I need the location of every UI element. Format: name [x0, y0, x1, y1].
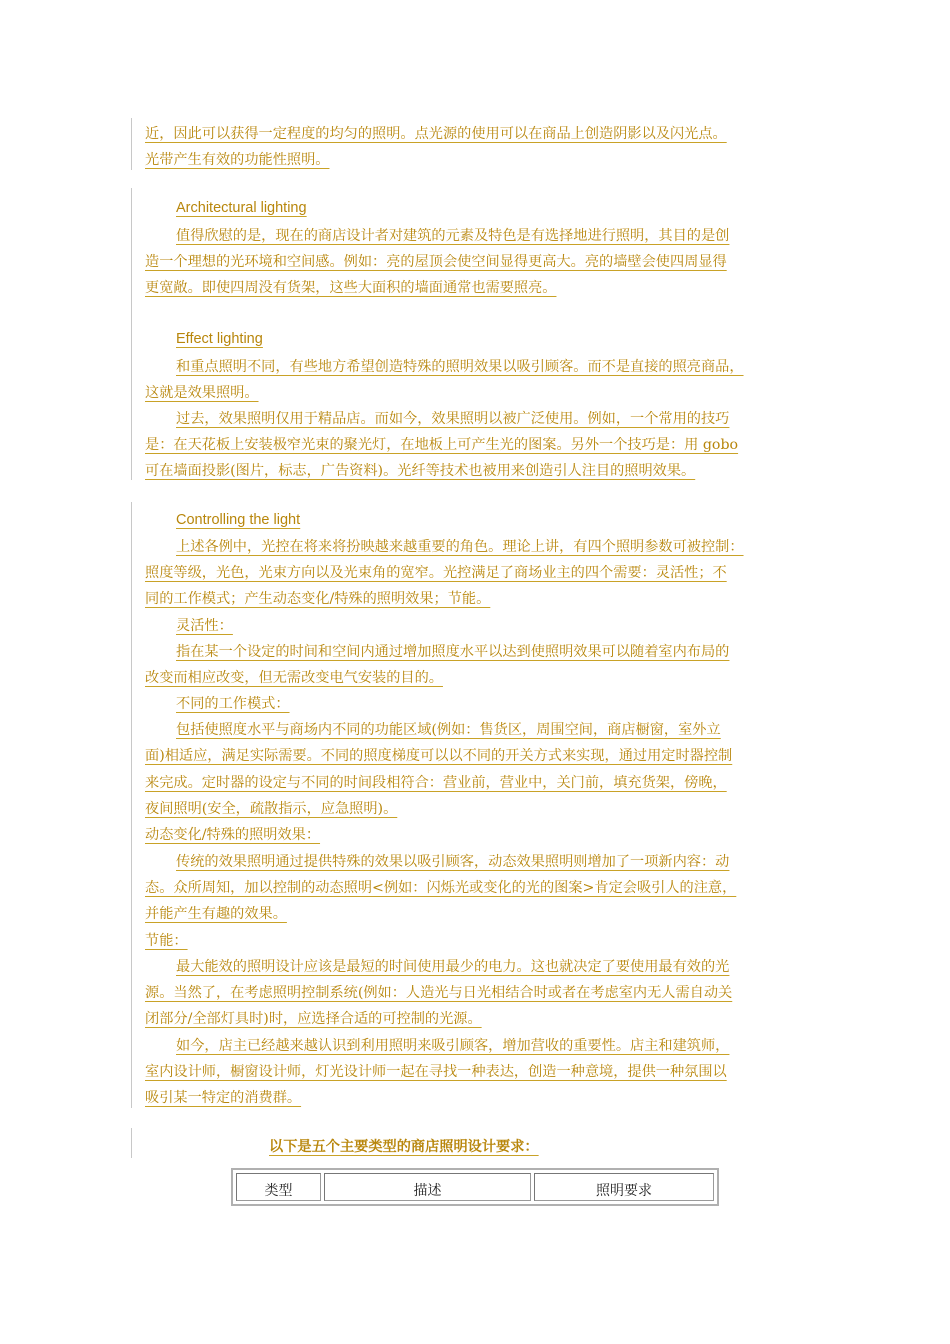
subheading-dynamic-effects: 动态变化/特殊的照明效果：: [145, 827, 321, 843]
table-header-description: 描述: [324, 1173, 531, 1201]
paragraph-line: 来完成。定时器的设定与不同的时间段相符合：营业前，营业中，关门前，填充货架，傍晚，: [145, 775, 727, 791]
paragraph-line: 可在墙面投影(图片，标志，广告资料)。光纤等技术也被用来创造引人注目的照明效果。: [145, 463, 696, 479]
paragraph-line: 包括使照度水平与商场内不同的功能区域(例如：售货区，周围空间，商店橱窗，室外立: [176, 722, 721, 738]
paragraph-line: 光带产生有效的功能性照明。: [145, 152, 330, 168]
paragraph-line: 如今，店主已经越来越认识到利用照明来吸引顾客，增加营收的重要性。店主和建筑师，: [176, 1038, 730, 1054]
paragraph-line: 更宽敞。即使四周没有货架，这些大面积的墙面通常也需要照亮。: [145, 280, 557, 296]
paragraph-line: 夜间照明(安全，疏散指示，应急照明)。: [145, 801, 398, 817]
paragraph-line: 值得欣慰的是，现在的商店设计者对建筑的元素及特色是有选择地进行照明，其目的是创: [176, 228, 730, 244]
paragraph-line: 传统的效果照明通过提供特殊的效果以吸引顾客，动态效果照明则增加了一项新内容：动: [176, 854, 730, 870]
paragraph-line: 态。众所周知，加以控制的动态照明<例如：闪烁光或变化的光的图案>肯定会吸引人的注意，: [145, 880, 737, 896]
paragraph-line: 闭部分/全部灯具时)时，应选择合适的可控制的光源。: [145, 1011, 482, 1027]
table-header-type: 类型: [236, 1173, 321, 1201]
heading-effect-lighting: Effect lighting: [176, 331, 263, 347]
section-rule: [131, 188, 132, 480]
paragraph-line: 改变而相应改变，但无需改变电气安装的目的。: [145, 670, 443, 686]
paragraph-line: 吸引某一特定的消费群。: [145, 1090, 302, 1106]
paragraph-line: 照度等级，光色，光束方向以及光束角的宽窄。光控满足了商场业主的四个需要：灵活性；不: [145, 565, 727, 581]
subheading-energy-saving: 节能：: [145, 933, 188, 949]
paragraph-line: 室内设计师，橱窗设计师，灯光设计师一起在寻找一种表达，创造一种意境，提供一种氛围以: [145, 1064, 727, 1080]
paragraph-line: 并能产生有趣的效果。: [145, 906, 287, 922]
lighting-requirements-table: [231, 1168, 719, 1206]
paragraph-line: 源。当然了，在考虑照明控制系统(例如：人造光与日光相结合时或者在考虑室内无人需自动关: [145, 985, 733, 1001]
paragraph-line: 过去，效果照明仅用于精品店。而如今，效果照明以被广泛使用。例如，一个常用的技巧: [176, 411, 730, 427]
table-header-lighting-requirement: 照明要求: [534, 1173, 714, 1201]
heading-five-store-types: 以下是五个主要类型的商店照明设计要求：: [269, 1139, 539, 1155]
heading-controlling-the-light: Controlling the light: [176, 512, 301, 528]
table-header-row: [236, 1173, 714, 1201]
section-rule: [131, 502, 132, 1108]
paragraph-line: 近，因此可以获得一定程度的均匀的照明。点光源的使用可以在商品上创造阴影以及闪光点。: [145, 126, 727, 142]
paragraph-line: 和重点照明不同，有些地方希望创造特殊的照明效果以吸引顾客。而不是直接的照亮商品，: [176, 359, 744, 375]
paragraph-line: 面)相适应，满足实际需要。不同的照度梯度可以以不同的开关方式来实现，通过用定时器控制: [145, 748, 733, 764]
heading-architectural-lighting: Architectural lighting: [176, 200, 307, 216]
subheading-work-modes: 不同的工作模式：: [176, 696, 290, 712]
paragraph-line: 造一个理想的光环境和空间感。例如：亮的屋顶会使空间显得更高大。亮的墙壁会使四周显得: [145, 254, 727, 270]
paragraph-line: 最大能效的照明设计应该是最短的时间使用最少的电力。这也就决定了要使用最有效的光: [176, 959, 730, 975]
paragraph-line: 上述各例中，光控在将来将扮映越来越重要的角色。理论上讲，有四个照明参数可被控制：: [176, 539, 744, 555]
paragraph-line: 这就是效果照明。: [145, 385, 259, 401]
subheading-flexibility: 灵活性：: [176, 618, 233, 634]
paragraph-line: 是：在天花板上安装极窄光束的聚光灯，在地板上可产生光的图案。另外一个技巧是：用 gobo: [145, 437, 739, 453]
paragraph-line: 指在某一个设定的时间和空间内通过增加照度水平以达到使照明效果可以随着室内布局的: [176, 644, 730, 660]
paragraph-line: 同的工作模式；产生动态变化/特殊的照明效果；节能。: [145, 591, 491, 607]
section-rule: [131, 1128, 132, 1158]
section-rule: [131, 118, 132, 170]
